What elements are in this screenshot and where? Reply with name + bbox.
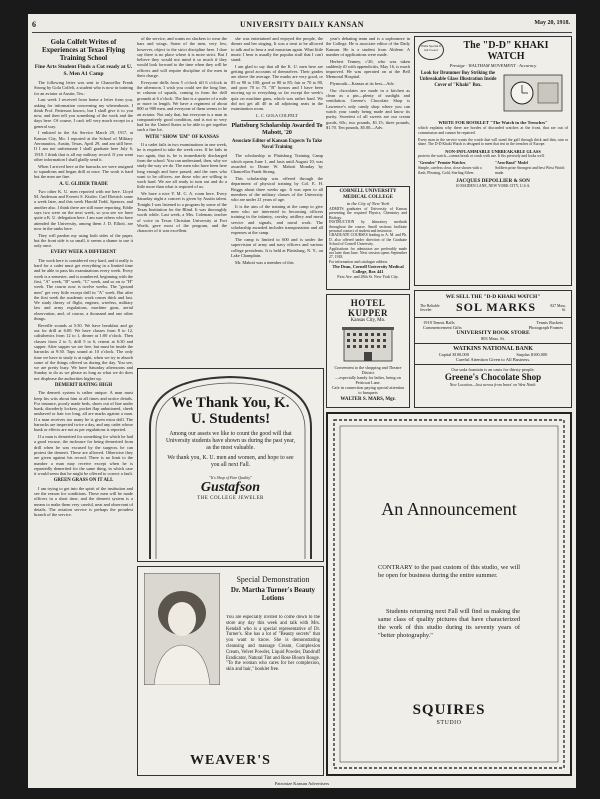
article1-p2: Last week I received from home a letter from you, asking for information concerning my whereabouts. I think Prof. Patterson knows, but I shall give it to you now, and then tell you something of the work and the days here. Of course, I can't tell very much except in a general way.	[34, 97, 133, 129]
weavers-product: Dr. Martha Turner's Beauty Lotions	[230, 586, 316, 602]
khaki-body: Every man in the service wants the watch that will stand the gaff through thick and thin, rain or shine. The D-D Khaki Watch is designed to meet that test in the trenches of Europe.	[418, 137, 568, 147]
squires-ad	[326, 412, 572, 776]
article1-p7: The work here is considered very hard, and it really is hard for a cadet must get everything in a limited time and be able to pass his examinations every week. Every week is a semester, and is numbered, beginning with the first, "A" week, "B" week, "C" week, and so on to "H" week. The course now is twelve weeks. The "ground men" get very little except drill in "A" week. But after the first week the academic work comes thick and fast. We study theory of flight, engines, wireless, military law and army regulations, machine guns, aerial observation, and, of course, a thousand and one other things.	[34, 257, 133, 322]
article2-top-p2: I am glad to say that all the K. U. men here are getting good accounts of themselves. Their grades are above the average. The marks are very good, or 85 or 90 to 100; good or 80 to 85; fair or 70 to 80, and poor 70 to 75. "B" honors and I have been moving up to everything so far except the week's quiz on machine guns, which was rather hard. We did not get all 40 in all adjoining seats in the examination room.	[231, 63, 323, 112]
hotel-feature-3: Cafe in connection paying special attention to banquets	[331, 385, 405, 395]
bank-name: WATKINS NATIONAL BANK	[453, 346, 533, 353]
article1-headline: Gola Colfelt Writes of Experiences at Texas Flying Training School	[41, 38, 126, 62]
khaki-badge: Wells Special It Isn't Good	[418, 40, 444, 60]
squires-title: An Announcement	[381, 499, 517, 519]
squires-body-1: CONTRARY to the past custom of this studio, we will be open for business during the entire summer.	[378, 564, 520, 579]
article2-subhead: Associate Editor of Kansan Expects To Take Naval Training	[231, 139, 323, 150]
squires-body-2: Students returning next Fall will find us making the same class of quality pictures that have characterized the work of this studio during its seventy years of "better photography."	[378, 608, 520, 639]
cornell-body-2: INSTRUCTION by laboratory methods throughout the course. Small sections facilitate personal contact of student and instructor.	[329, 220, 407, 234]
article2-top-p1: she was entertained and enjoyed the people, the dinner and her singing. It was a treat to be allowed to talk and to hear a real musician again. What little music I hear is usually the popular stuff that I can't stand.	[231, 36, 323, 63]
column-2	[137, 36, 227, 384]
hotel-building-icon	[338, 325, 398, 363]
cornell-body-1: ADMITS graduates of University of Kansas presenting the required Physics, Chemistry and Biology.	[329, 207, 407, 220]
gustafson-tag: THE COLLEGE JEWELER	[197, 496, 264, 501]
bookstore-name: UNIVERSITY BOOK STORE	[456, 330, 530, 337]
greene-line: Our soda fountain is an oasis for thirsty people.	[451, 367, 535, 373]
cornell-body-3: GRADUATE COURSES leading to A. M. and Ph. D. also offered under direction of the Graduate School of Cornell University.	[329, 233, 407, 247]
article1-cont-p3: If a cadet fails in two examinations in one week, he is required to take the week over. If he fails in two again, that is, he is immediately discharged from the school. You can understand, then, why we study the way we do. The men who have been here long enough and have passed, and the ones who want to be officers, are those who are willing to work hard. We are all ready to turn out and do a little more than what is required of us.	[137, 142, 227, 190]
article1-p9: The demerit system is rather unique. A man must keep his wits about him at all times and notice details. For instance, poorly made beds, shoes out of line under bunk, disorderly lockers, pocket flap unbuttoned, cheek unshaved or hair too long, all are marks against a man. If a man receives too many he is given extra drill. The barracks are inspected twice a day, and any cadet whose bunk or effects are not as per regulations is reported.	[34, 390, 133, 433]
article1-cont-p2: Everyone drills from 5 o'clock till 6 o'clock in the afternoon. I wish you could see the long line, in column of squads, coming in from the drill grounds at 6 o'clock. The line is a quarter of a mile or more in length. We have a regiment of about 800 or 900 men, and everyone of them seems to be an aviator. Not only that, but everyone is a man in comparatively good condition, and is not so very bad for the United States to be able to get together such a fine lot.	[137, 79, 227, 133]
khaki-address: 10 MAIDEN LANE, NEW YORK CITY, U.S.A.	[455, 184, 531, 189]
khaki-col2: Soldiers prize Strongest and best Wrist Watch made.	[495, 165, 565, 175]
hotel-feature-1: Convenient to the shopping and Theatre District	[334, 365, 402, 375]
weavers-ad	[137, 566, 324, 776]
article3-p3: Plymouth—Kansas at its best—Adv.	[330, 81, 395, 87]
khaki-booklet-title: WRITE FOR BOOKLET "The Watch in the Trenches"	[438, 120, 548, 125]
khaki-watch-ad	[414, 36, 572, 286]
bookstore-item-1: 1918 Tennis Balls	[423, 320, 455, 325]
greene-location: New Location—Just across from Innes' on West Ninth.	[449, 382, 537, 388]
cornell-body-4: Applications for admission are preferably made not later than June. Next session opens September 27, 1918.	[329, 246, 407, 260]
article2-p4: The camp is limited to 600 and is under the supervision of army and navy officers and various college presidents. It is held at Plattsburg, N. Y., on Lake Champlain.	[231, 237, 323, 258]
article1-p5: Two other K. U. men reported with me here. Lloyd M. Anderson and Everett S. Kistler. Carl Dietrich came a week later, and this week Harold Todd, Spencer, and another also. I think there are still more reporting. Eddie says two were on the next week, so you see we have quite a K. U. delegation here. I am sure others who have attended the University, among them J. D. Elliott, are now in the ranks here.	[34, 188, 133, 231]
weavers-store: WEAVER'S	[190, 753, 271, 768]
hotel-kupper-ad	[326, 294, 410, 408]
gustafson-thanks: We Thank You, K. U. Students!	[171, 395, 290, 427]
gustafson-sign: "It's Shop of Fine Quality"	[209, 475, 252, 480]
article1-p1: The following letter was sent to Chancellor Frank Strong by Gola Colfelt, a student who is now in training for an aviator at Austin, Tex.:	[34, 80, 133, 96]
newspaper-page	[28, 14, 576, 788]
cornell-ad	[326, 186, 410, 290]
greene-name: Greene's Chocolate Shop	[444, 372, 542, 383]
gustafson-body-1: Among our assets we like to count the good will that University students have shown us during the past year, as the most valuable.	[165, 431, 296, 451]
bookstore-item-2: Commencement Gifts	[423, 325, 462, 331]
right-ads-block	[414, 290, 572, 408]
article2-p3: It is the aim of the training at the camp to give men who are interested in becoming officers training in the infantry, cavalry, artillery and naval service and signals, and naval work. The scholarship awarded includes transportation and all expenses at the camp.	[231, 203, 323, 236]
solmarks-address: 827 Mass. St.	[550, 303, 566, 312]
squires-name: SQUIRES	[412, 702, 486, 718]
gustafson-body-2: We thank you, K. U. men and women, and hope to see you all next Fall.	[167, 455, 294, 468]
issue-date: May 20, 1918.	[534, 20, 570, 26]
solmarks-left: The Reliable Jeweler	[420, 303, 440, 312]
watch-box-icon	[502, 71, 566, 117]
column-1	[34, 36, 133, 786]
cornell-body-5: For information and catalogue address	[329, 259, 388, 264]
article1-p6: They will pardon my using both sides of the paper, but the front side is so small, it seems a shame to use it only once.	[34, 232, 133, 249]
article1-cont-p4: We have a nice Y. M. C. A. room here. Every Saturday night a concert is given by Austin talent. Tonight I was listened to a program by some of the Texas Institution for the Blind. It was thoroughly worth while. Last week, a Mrs. Coleman, teacher of voice in Texas Christian University at Fort Worth, gave most of the program, and the character of it was excellent.	[137, 191, 227, 234]
khaki-col1-title: "Greenlee" Premier Watches	[418, 161, 466, 166]
weavers-body: You are especially invited to come down to the store any day this week and talk with Mrs. Kendall who is a special representative of Dr. Turner's. She has a lot of "Beauty secrets" that you want to know. She is demonstrating cleansing and massage Cream, Complexion Cream, Velvet Powder, Liquid Powder, Dandruff Eradicator, Natural Tint and Rose Bloom Rouge. "To the woman who cares for her complexion, skin and hair," booklet free.	[226, 615, 320, 673]
bookstore-item-3: Tennis Rackets	[536, 320, 563, 325]
article3-p4: Our chocolates are made in a kitchen as clean as a pin—plenty of sunlight and ventilation. Greene's Chocolate Shop is Lawrence's only candy shop where you can watch your candy being made and know its purity. Sweetest of all sweets are our cream goods, 60c; two pounds, $1.15; three pounds, $1.70. Ten pounds, $5.00—Adv.	[326, 87, 410, 130]
column-3	[231, 36, 323, 384]
article2-p5: Mr. Mabott was a member of this	[235, 259, 294, 265]
article1-section-dr: DEMERIT RATING HIGH	[54, 382, 113, 388]
article1-cont-p1: of the service, and wants no slackers to wear the bars and wings. Some of the men, very few, however, object to the strict discipline here. I dare say there is no place where it is more strict. But I believe they would not mind it so much if they would look forward to the time when they will be officers and will require discipline of the men in their charge.	[137, 36, 227, 79]
bank-slogan: Careful Attention Given to All Business.	[455, 357, 531, 363]
article2-top-signature: L. C. GOLA COLFELT	[256, 112, 298, 118]
khaki-seller: JACQUES DEPOLLIER & SON	[456, 178, 530, 185]
solmarks-name: SOL MARKS	[455, 300, 536, 314]
bank-surplus: Surplus $100,000	[516, 352, 548, 358]
khaki-col2-title: "Arm-Band" Model	[495, 161, 529, 166]
khaki-guarantee: Prestige · WALTHAM MOVEMENT · Accuracy	[449, 63, 537, 68]
bookstore-item-4: Photograph Frames	[528, 325, 563, 331]
masthead-rule	[32, 32, 572, 33]
hotel-feature-2: —especially handy for ladies, being on Petticoat Lane.	[335, 375, 401, 385]
article1-p4: When I arrived here at the barracks we were assigned to squadrons and began drill at once. The work is hard but the men are fine.	[34, 163, 133, 180]
article2-headline: Plattsburg Scholarship Awarded To Mabott, '20	[231, 123, 323, 137]
masthead	[28, 18, 576, 32]
article1-p10: If a man is demerited for something for which he had a good excuse, the inclosure for being demerited from drill when he was excused by the surgeon, he can protest the demerit. These are allowed. Otherwise they are given against his record. There is no limit to the number a man may receive except when he is repeatedly demerited for the same thing, in which case it would seem that he might be offered to correct a fault.	[34, 434, 133, 477]
hotel-name: HOTEL KUPPER	[348, 298, 388, 318]
article1-section-au: A. U. GLIDER TRADE	[59, 181, 108, 187]
cornell-address: First Ave. and 28th St. New York City.	[337, 274, 399, 280]
gustafson-ad	[137, 368, 324, 562]
article2-p2: This scholarship was offered through the department of physical training by Col. E. H. Briggs about three weeks ago. It was open to all members of the military classes of the University who are under 21 years of age.	[231, 176, 323, 203]
paper-name: UNIVERSITY DAILY KANSAN	[240, 20, 364, 29]
article3-p1: year's debating team and is a sophomore in the College. He is associate editor of the Daily Kansan. He is a student from Abilene. A number of applications were made.	[326, 36, 410, 57]
khaki-feature: NON-INFLAMMABLE UNBREAKABLE GLASS	[445, 148, 541, 154]
hotel-city: Kansas City, Mo.	[350, 318, 386, 323]
bookstore-address: 803 Mass. St.	[481, 336, 505, 342]
article1-section-ew: EVERY WEEK A DIFFERENT	[50, 250, 117, 256]
cornell-title: CORNELL UNIVERSITY MEDICAL COLLEGE	[339, 189, 397, 200]
article1-section-gh: GREEN GRASS ON IT ALL	[53, 478, 114, 484]
khaki-col1: Simple, careless clear, close shown with a flash. Pleasing, Gold, Sterling Silver.	[418, 165, 482, 175]
woman-portrait-icon	[144, 573, 220, 685]
column-4	[326, 36, 410, 186]
khaki-booklet-desc: which explains why there are hordes of discarded watches at the front, that are out of commission and cannot be repaired.	[418, 125, 568, 135]
bank-capital: Capital $100,000	[438, 352, 469, 358]
article-divider	[241, 120, 313, 121]
squires-sub: STUDIO	[436, 720, 462, 726]
article2-p1: The scholarship to Plattsburg Training Camp which opens June 1, and lasts until August 10, was awarded to Deane W. Mabott Monday by Chancellor Frank Strong.	[231, 153, 323, 175]
article3-p2: Herbert Tenney, c'20, who was taken suddenly ill with appendicitis, May 16, is much improved. He was operated on at the Bell Memorial Hospital.	[326, 58, 410, 80]
khaki-feature-desc: protects the watch—cannot break or crack with use. It fits precisely and looks well.	[418, 153, 545, 158]
hotel-manager: WALTER S. MARS, Mgr.	[340, 397, 396, 402]
solmarks-headline: WE SELL THE "D-D KHAKI WATCH"	[445, 294, 541, 300]
page-number: 6	[32, 20, 36, 29]
article1-p11: I am trying to get into the spirit of the institution and see the reason for conditions. These men will be made officers in a short time, and the demerit system is a means to make them very careful, neat and observant of details. The aviation service is perhaps the proudest branch of the service.	[34, 485, 133, 518]
khaki-brand: The "D-D" KHAKI WATCH	[463, 40, 549, 62]
gustafson-name: Gustafson	[200, 480, 261, 495]
article1-subhead: Fine Arts Student Finds a Cot ready at U. S. Men A1 Camp	[34, 64, 133, 77]
article1-p3: I enlisted in the Air Service March 29, 1917, at Kansas City, Mo. I reported at the School of Military Aeronautics, Austin, Texas, April 29, and am still here. If I am not unfortunate I shall graduate here July 6, 1918. I think that is all my military record. If you want other information I shall gladly send it.	[34, 130, 133, 162]
cornell-contact: The Dean, Cornell University Medical College, Box 441	[332, 264, 404, 275]
article1-p8: Reveille sounds at 5:30. We have breakfast and go out for drill at 6:00. We have classes from 8 to 12, calisthenics from 12 to 1, dinner at 1:00 o'clock. Then classes from 2 to 5, drill 5 to 6, retreat at 6:30 and supper. After supper we are free, but must be inside the barracks at 9:30. Taps sound at 10 o'clock. The only time we have to study is at night, when we try to absorb some of the things offered us during the day. You see, we are pretty busy. We have Saturday afternoons and Sunday to do as we please as long as what we do does not displease the authorities higher up.	[34, 322, 133, 381]
weavers-headline: Special Demonstration	[236, 575, 310, 584]
article1-cont-section: WITH "SHOW 'EM" OF KANSAS	[145, 134, 219, 140]
footer-note: Patronize Kansan Advertisers	[274, 781, 330, 786]
khaki-demand: Look for Drummer Boy Striking the Unbreakable Glass Illustration Inside Cover of "Khaki" Box.	[419, 71, 497, 88]
cornell-subtitle: in the City of New York	[346, 201, 390, 206]
